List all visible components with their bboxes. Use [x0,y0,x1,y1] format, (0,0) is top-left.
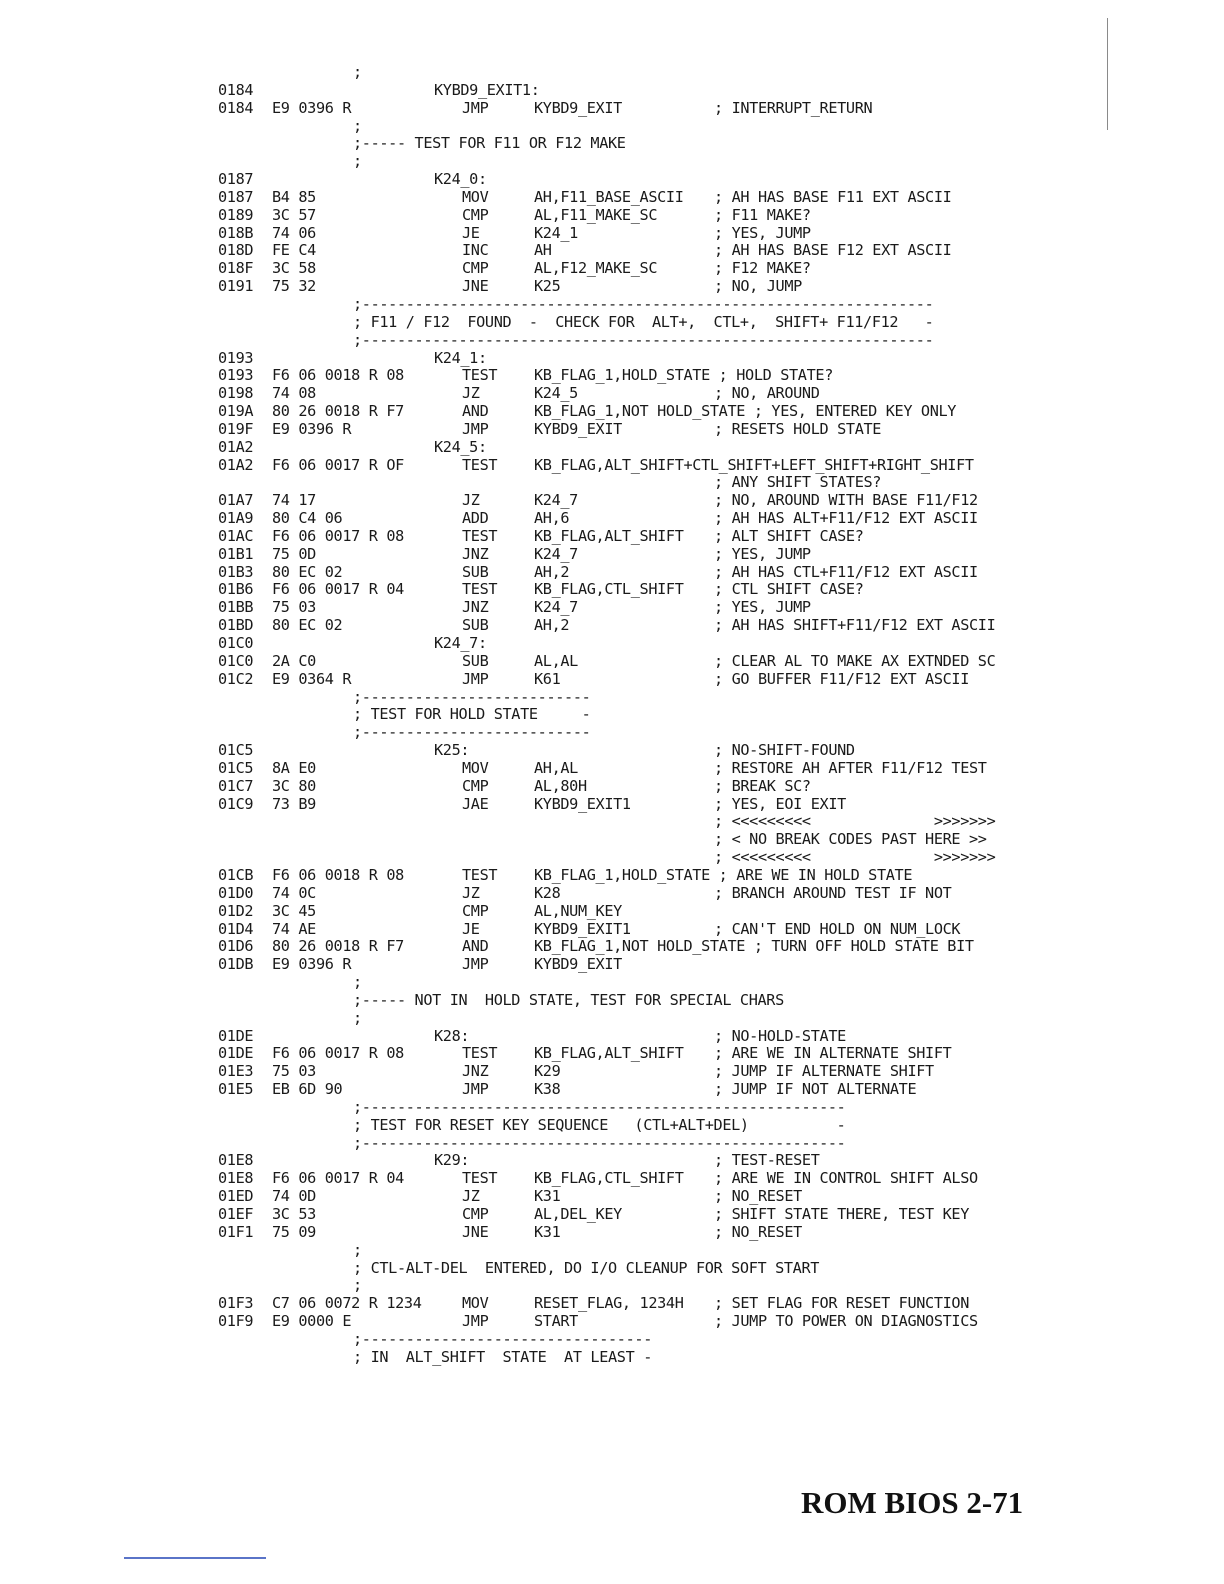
opcode: TEST [462,865,498,884]
machine-code: 80 EC 02 [272,562,343,581]
address: 01DE [218,1026,254,1045]
opcode: AND [462,402,489,421]
address: 01BB [218,598,254,617]
machine-code: F6 06 0017 R 04 [272,1169,404,1188]
machine-code: EB 6D 90 [272,1080,343,1099]
comment-line: ; [353,1008,362,1027]
address: 01A2 [218,437,254,456]
operand: AL,AL [534,651,578,670]
machine-code: F6 06 0018 R 08 [272,366,404,385]
opcode: JMP [462,669,489,688]
operand: KYBD9_EXIT1 [534,919,631,938]
address: 019F [218,419,254,438]
comment-line: ; [353,152,362,171]
address: 01DE [218,1044,254,1063]
comment: ; YES, JUMP [714,544,811,563]
opcode: SUB [462,651,489,670]
address: 01CB [218,865,254,884]
address: 01C2 [218,669,254,688]
address: 01BD [218,616,254,635]
comment-line: ;----- NOT IN HOLD STATE, TEST FOR SPECIAL CHARS [353,990,784,1009]
comment-line: ;------------------------------------------------------- [353,1097,846,1116]
address: 01C9 [218,794,254,813]
address: 01A7 [218,491,254,510]
address: 01D4 [218,919,254,938]
comment-line: ;-------------------------- [353,687,591,706]
machine-code: 75 03 [272,598,316,617]
comment-line: ; F11 / F12 FOUND - CHECK FOR ALT+, CTL+, SHIFT+ F11/F12 - [353,312,934,331]
operand: START [534,1312,578,1331]
opcode: MOV [462,187,489,206]
comment: ; ARE WE IN ALTERNATE SHIFT [714,1044,952,1063]
address: 01D2 [218,901,254,920]
comment: ; AH HAS BASE F11 EXT ASCII [714,187,952,206]
machine-code: 80 26 0018 R F7 [272,937,404,956]
machine-code: E9 0000 E [272,1312,352,1331]
operand: AL,DEL_KEY [534,1205,622,1223]
opcode: JE [462,223,480,242]
comment: ; NO, AROUND WITH BASE F11/F12 [714,491,978,510]
operand: K24_7 [534,491,578,510]
address: 01C7 [218,776,254,795]
opcode: JZ [462,491,480,510]
machine-code: E9 0396 R [272,419,352,438]
code-label: K28: [434,1026,470,1045]
machine-code: F6 06 0017 R 08 [272,1044,404,1063]
opcode: MOV [462,1294,489,1313]
machine-code: 74 AE [272,919,316,938]
comment: ; JUMP IF NOT ALTERNATE [714,1080,917,1099]
address: 01EF [218,1205,254,1223]
machine-code: 73 B9 [272,794,316,813]
address: 01E5 [218,1080,254,1099]
operand: K24_5 [534,384,578,403]
opcode: JMP [462,1080,489,1099]
address: 0187 [218,187,254,206]
machine-code: 74 0D [272,1187,316,1206]
comment-line: ;--------------------------------- [353,1329,652,1348]
code-label: K29: [434,1151,470,1170]
operand: RESET_FLAG, 1234H [534,1294,684,1313]
comment: ; CAN'T END HOLD ON NUM_LOCK [714,919,961,938]
comment: ; SET FLAG FOR RESET FUNCTION [714,1294,970,1313]
address: 0198 [218,384,254,403]
page-footer-title: ROM BIOS 2-71 [801,1485,1024,1520]
margin-rule [1107,18,1108,130]
comment-line: ; [353,116,362,135]
address: 018B [218,223,254,242]
comment-line: ; [353,63,362,81]
opcode: JMP [462,955,489,974]
comment: ; JUMP IF ALTERNATE SHIFT [714,1062,934,1081]
opcode: CMP [462,776,489,795]
comment: ; BRANCH AROUND TEST IF NOT [714,883,952,902]
opcode: SUB [462,562,489,581]
machine-code: E9 0396 R [272,98,352,117]
comment-line: ; [353,1240,362,1259]
operand: KYBD9_EXIT [534,98,622,117]
comment: ; YES, JUMP [714,598,811,617]
operand: K25 [534,277,561,296]
machine-code: 3C 58 [272,259,316,278]
opcode: SUB [462,616,489,635]
comment: ; INTERRUPT_RETURN [714,98,873,117]
operand: AH,2 [534,562,570,581]
address: 0189 [218,205,254,224]
comment: ; TEST-RESET [714,1151,820,1170]
operand: K31 [534,1222,561,1241]
address: 019A [218,402,254,421]
machine-code: F6 06 0017 R 08 [272,526,404,545]
machine-code: C7 06 0072 R 1234 [272,1294,422,1313]
comment: ; AH HAS SHIFT+F11/F12 EXT ASCII [714,616,996,635]
operand: K28 [534,883,561,902]
operand: K38 [534,1080,561,1099]
address: 01A2 [218,455,254,474]
address: 01D6 [218,937,254,956]
operand: AL,F11_MAKE_SC [534,205,658,224]
comment-line: ; IN ALT_SHIFT STATE AT LEAST - [353,1347,652,1366]
operand: KB_FLAG,ALT_SHIFT [534,526,684,545]
address: 01D0 [218,883,254,902]
machine-code: 3C 53 [272,1205,316,1223]
opcode: JNE [462,277,489,296]
address: 0193 [218,366,254,385]
operand: AL,80H [534,776,587,795]
machine-code: F6 06 0017 R OF [272,455,404,474]
comment-line: ;----- TEST FOR F11 OR F12 MAKE [353,134,626,153]
machine-code: 74 0C [272,883,316,902]
opcode: JMP [462,1312,489,1331]
address: 01DB [218,955,254,974]
comment: ; ALT SHIFT CASE? [714,526,864,545]
comment: ; ARE WE IN CONTROL SHIFT ALSO [714,1169,978,1188]
comment-line: ; [353,973,362,992]
comment: ; < NO BREAK CODES PAST HERE >> [714,830,987,849]
operand: KB_FLAG_1,NOT HOLD_STATE ; YES, ENTERED KEY ONLY [534,402,957,421]
operand: KB_FLAG,CTL_SHIFT [534,1169,684,1188]
address: 01E3 [218,1062,254,1081]
opcode: JZ [462,883,480,902]
address: 01AC [218,526,254,545]
address: 0193 [218,348,254,367]
opcode: INC [462,241,489,260]
opcode: JNZ [462,544,489,563]
comment: ; YES, EOI EXIT [714,794,846,813]
comment: ; RESETS HOLD STATE [714,419,882,438]
opcode: TEST [462,455,498,474]
opcode: TEST [462,526,498,545]
opcode: JNE [462,1222,489,1241]
comment-line: ; [353,1276,362,1295]
address: 01B3 [218,562,254,581]
comment-line: ; TEST FOR HOLD STATE - [353,705,591,724]
operand: AH,AL [534,758,578,777]
comment: ; NO, JUMP [714,277,802,296]
address: 01F9 [218,1312,254,1331]
address: 01A9 [218,509,254,528]
opcode: JNZ [462,1062,489,1081]
comment: ; F11 MAKE? [714,205,811,224]
opcode: JMP [462,419,489,438]
operand: KB_FLAG,ALT_SHIFT [534,1044,684,1063]
address: 01ED [218,1187,254,1206]
machine-code: 74 17 [272,491,316,510]
comment-line: ; CTL-ALT-DEL ENTERED, DO I/O CLEANUP FOR SOFT START [353,1258,820,1277]
comment: ; NO-SHIFT-FOUND [714,741,855,760]
address: 01E8 [218,1151,254,1170]
machine-code: 8A E0 [272,758,316,777]
comment: ; CLEAR AL TO MAKE AX EXTNDED SC [714,651,996,670]
opcode: TEST [462,580,498,599]
comment: ; JUMP TO POWER ON DIAGNOSTICS [714,1312,978,1331]
address: 01F3 [218,1294,254,1313]
comment: ; <<<<<<<<< >>>>>>> [714,848,996,867]
address: 01C5 [218,758,254,777]
comment-line: ;-------------------------- [353,723,591,742]
code-label: K24_5: [434,437,487,456]
opcode: JE [462,919,480,938]
operand: K29 [534,1062,561,1081]
machine-code: FE C4 [272,241,316,260]
opcode: JZ [462,384,480,403]
address: 018D [218,241,254,260]
operand: AH,F11_BASE_ASCII [534,187,684,206]
operand: K61 [534,669,561,688]
opcode: JNZ [462,598,489,617]
address: 01C0 [218,634,254,652]
comment: ; BREAK SC? [714,776,811,795]
address: 01C5 [218,741,254,760]
comment-line: ;----------------------------------------------------------------- [353,330,934,349]
machine-code: E9 0364 R [272,669,352,688]
address: 0184 [218,98,254,117]
machine-code: 80 EC 02 [272,616,343,635]
address: 01C0 [218,651,254,670]
machine-code: 75 32 [272,277,316,296]
opcode: MOV [462,758,489,777]
machine-code: F6 06 0017 R 04 [272,580,404,599]
operand: KB_FLAG_1,HOLD_STATE ; HOLD STATE? [534,366,833,385]
address: 018F [218,259,254,278]
address: 0184 [218,80,254,99]
operand: KB_FLAG_1,HOLD_STATE ; ARE WE IN HOLD STATE [534,865,913,884]
opcode: CMP [462,1205,489,1223]
operand: K24_7 [534,544,578,563]
comment: ; AH HAS BASE F12 EXT ASCII [714,241,952,260]
code-label: K24_1: [434,348,487,367]
comment: ; NO-HOLD-STATE [714,1026,846,1045]
comment: ; YES, JUMP [714,223,811,242]
comment: ; AH HAS ALT+F11/F12 EXT ASCII [714,509,978,528]
comment: ; NO, AROUND [714,384,820,403]
comment: ; NO_RESET [714,1222,802,1241]
comment: ; SHIFT STATE THERE, TEST KEY [714,1205,970,1223]
comment: ; ANY SHIFT STATES? [714,473,882,492]
address: 0187 [218,170,254,189]
operand: AL,F12_MAKE_SC [534,259,658,278]
code-label: K24_0: [434,170,487,189]
operand: KB_FLAG_1,NOT HOLD_STATE ; TURN OFF HOLD STATE BIT [534,937,974,956]
machine-code: 74 08 [272,384,316,403]
opcode: TEST [462,1169,498,1188]
opcode: TEST [462,1044,498,1063]
operand: AH,6 [534,509,570,528]
machine-code: 3C 57 [272,205,316,224]
operand: KYBD9_EXIT [534,955,622,974]
comment: ; CTL SHIFT CASE? [714,580,864,599]
machine-code: 2A C0 [272,651,316,670]
machine-code: 75 0D [272,544,316,563]
machine-code: 75 09 [272,1222,316,1241]
address: 01E8 [218,1169,254,1188]
opcode: CMP [462,901,489,920]
machine-code: B4 85 [272,187,316,206]
comment-line: ; TEST FOR RESET KEY SEQUENCE (CTL+ALT+DEL) - [353,1115,846,1134]
operand: AH [534,241,552,260]
machine-code: 80 26 0018 R F7 [272,402,404,421]
opcode: AND [462,937,489,956]
operand: K24_1 [534,223,578,242]
comment: ; AH HAS CTL+F11/F12 EXT ASCII [714,562,978,581]
comment-line: ;------------------------------------------------------- [353,1133,846,1152]
machine-code: 3C 80 [272,776,316,795]
operand: K24_7 [534,598,578,617]
operand: KB_FLAG,CTL_SHIFT [534,580,684,599]
code-label: KYBD9_EXIT1: [434,80,540,99]
operand: K31 [534,1187,561,1206]
machine-code: F6 06 0018 R 08 [272,865,404,884]
address: 0191 [218,277,254,296]
opcode: JAE [462,794,489,813]
machine-code: 3C 45 [272,901,316,920]
comment-line: ;----------------------------------------------------------------- [353,294,934,313]
machine-code: E9 0396 R [272,955,352,974]
comment: ; NO_RESET [714,1187,802,1206]
opcode: TEST [462,366,498,385]
operand: KYBD9_EXIT1 [534,794,631,813]
machine-code: 80 C4 06 [272,509,343,528]
comment: ; GO BUFFER F11/F12 EXT ASCII [714,669,970,688]
bottom-rule [124,1557,266,1559]
operand: KB_FLAG,ALT_SHIFT+CTL_SHIFT+LEFT_SHIFT+RIGHT_SHIFT [534,455,974,474]
opcode: JMP [462,98,489,117]
opcode: ADD [462,509,489,528]
comment: ; <<<<<<<<< >>>>>>> [714,812,996,831]
address: 01F1 [218,1222,254,1241]
opcode: JZ [462,1187,480,1206]
operand: KYBD9_EXIT [534,419,622,438]
comment: ; F12 MAKE? [714,259,811,278]
address: 01B6 [218,580,254,599]
code-label: K24_7: [434,634,487,652]
address: 01B1 [218,544,254,563]
opcode: CMP [462,205,489,224]
code-label: K25: [434,741,470,760]
operand: AL,NUM_KEY [534,901,622,920]
comment: ; RESTORE AH AFTER F11/F12 TEST [714,758,987,777]
machine-code: 74 06 [272,223,316,242]
opcode: CMP [462,259,489,278]
operand: AH,2 [534,616,570,635]
machine-code: 75 03 [272,1062,316,1081]
